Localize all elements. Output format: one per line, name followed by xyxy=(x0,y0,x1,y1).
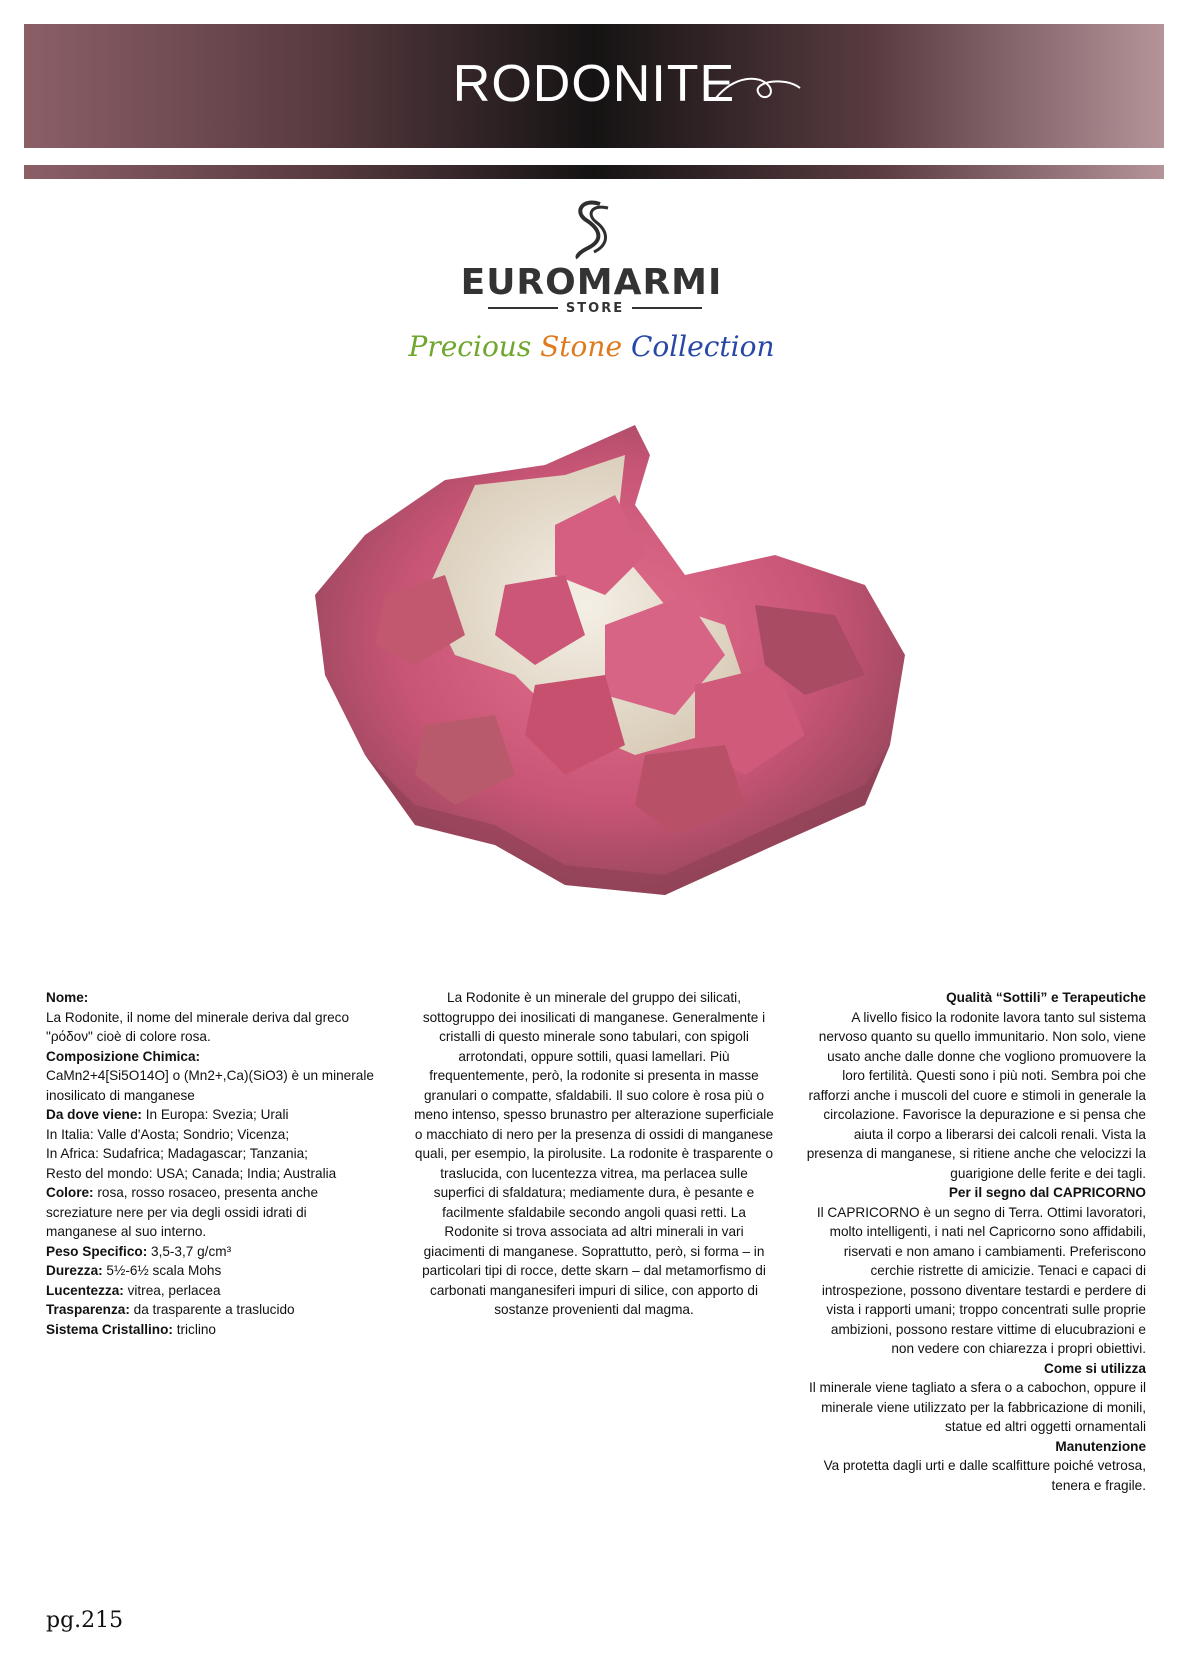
brand-store: STORE xyxy=(565,300,625,316)
colore-label: Colore: xyxy=(46,1185,94,1200)
segno-label: Per il segno dal CAPRICORNO xyxy=(948,1185,1146,1200)
uso-text: Il minerale viene tagliato a sfera o a cabochon, oppure il minerale viene utilizzato per la fabbricazione di monili, statue ed altri oggetti ornamentali xyxy=(808,1380,1146,1434)
dove-italia: In Italia: Valle d'Aosta; Sondrio; Vicenza; xyxy=(46,1126,290,1142)
store-line-left xyxy=(488,307,558,309)
uso-label: Come si utilizza xyxy=(1044,1360,1146,1376)
description-text: La Rodonite è un minerale del gruppo dei silicati, sottogruppo dei inosilicati di manganese. Generalmente i cristalli di questo minerale sono tabulari, con spigoli arrotondati, oppure sottili, quasi lamellari. Più frequentemente, però, la rodonite si presenta in masse granulari o compatte, sfaldabili. Il suo colore è rosa più o meno intenso, spesso brunastro per alterazione superficiale o macchiato di nero per la presenza di ossidi di manganese quali, per esempio, la pirolusite. La rodonite è trasparente o traslucida, con lucentezza vitrea, ma perlacea sulle superfici di sfaldatura; mediamente dura, è pesante e facilmente sfaldabile secondo angoli quasi retti. La Rodonite si trova associata ad altri minerali in vari giacimenti di manganese. Soprattutto, però, si forma – in particolari tipi di rocce, dette skarn – dal metamorfismo di carbonati manganesiferi impuri di silice, con apporto di sostanze provenienti dal magma. xyxy=(414,990,774,1317)
nome-label: Nome: xyxy=(46,990,89,1005)
euromarmi-logo-icon xyxy=(570,198,614,260)
manutenzione-label: Manutenzione xyxy=(1055,1438,1146,1454)
composizione-text: CaMn2+4[Si5O14O] o (Mn2+,Ca)(SiO3) è un minerale inosilicato di manganese xyxy=(46,1068,374,1103)
trasparenza-label: Trasparenza: xyxy=(46,1302,130,1317)
lucentezza-text: vitrea, perlacea xyxy=(123,1282,221,1298)
lucentezza-label: Lucentezza: xyxy=(46,1282,124,1298)
qualita-label: Qualità “Sottili” e Terapeutiche xyxy=(946,990,1146,1005)
brand-store-row xyxy=(488,300,702,316)
dove-europa: In Europa: Svezia; Urali xyxy=(141,1107,289,1122)
peso-label: Peso Specifico: xyxy=(46,1243,148,1259)
segno-text: Il CAPRICORNO è un segno di Terra. Ottimi lavoratori, molto intelligenti, i nati nel Capricorno sono affidabili, riservati e non amano i cambiamenti. Preferiscono cerchie ristrette di amicizie. Tenaci e capaci di introspezione, possono diventare testardi e perdere di vista i rapporti umani; troppo concentrati sulle proprie ambizioni, possono restare vittime di elucubrazioni e non vedere con chiarezza i propri obiettivi. xyxy=(816,1204,1146,1356)
page-title: RODONITE xyxy=(452,55,736,113)
collection-word-3: Collection xyxy=(630,330,775,363)
flourish-ornament xyxy=(714,68,804,108)
composizione-label: Composizione Chimica: xyxy=(46,1048,201,1064)
divider-bar xyxy=(24,165,1164,179)
manutenzione-text: Va protetta dagli urti e dalle scalfitture poiché vetrosa, tenera e fragile. xyxy=(823,1458,1146,1493)
dove-resto: Resto del mondo: USA; Canada; India; Australia xyxy=(46,1165,337,1181)
sistema-label: Sistema Cristallino: xyxy=(46,1321,173,1337)
description-column xyxy=(414,988,774,1320)
dove-africa: In Africa: Sudafrica; Madagascar; Tanzania; xyxy=(46,1146,308,1161)
collection-word-1: Precious xyxy=(408,330,532,363)
peso-text: 3,5-3,7 g/cm³ xyxy=(147,1243,232,1259)
nome-text: La Rodonite, il nome del minerale deriva dal greco "ρόδον" cioè di colore rosa. xyxy=(46,1009,350,1044)
store-line-right xyxy=(632,307,702,309)
page-number: pg.215 xyxy=(46,1608,124,1633)
sistema-text: triclino xyxy=(172,1321,216,1337)
qualities-column xyxy=(806,988,1146,1495)
collection-title xyxy=(0,330,1183,363)
properties-column xyxy=(46,988,376,1339)
qualita-text: A livello fisico la rodonite lavora tanto sul sistema nervoso quanto su quello immunitario. Non solo, viene usato anche dalle donne che vogliono promuovere la loro fertilità. Questi sono i più noti. Sembra poi che rafforzi anche i muscoli del cuore e stimoli in generale la circolazione. Favorisce la depurazione e si pensa che aiuta il corpo a liberarsi dei calcoli renali. Vista la presenza di manganese, si ritiene anche che velocizzi la guarigione delle ferite e dei tagli. xyxy=(806,1009,1146,1181)
colore-text: rosa, rosso rosaceo, presenta anche screziature nere per via degli ossidi idrati di manganese al suo interno. xyxy=(46,1185,319,1239)
brand-name: EUROMARMI xyxy=(460,262,723,303)
durezza-text: 5½-6½ scala Mohs xyxy=(102,1263,222,1278)
title-banner xyxy=(24,24,1164,148)
dove-label: Da dove viene: xyxy=(46,1107,142,1122)
collection-word-2: Stone xyxy=(540,330,623,363)
trasparenza-text: da trasparente a traslucido xyxy=(129,1302,295,1317)
rhodonite-specimen-image xyxy=(305,425,905,945)
durezza-label: Durezza: xyxy=(46,1263,103,1278)
